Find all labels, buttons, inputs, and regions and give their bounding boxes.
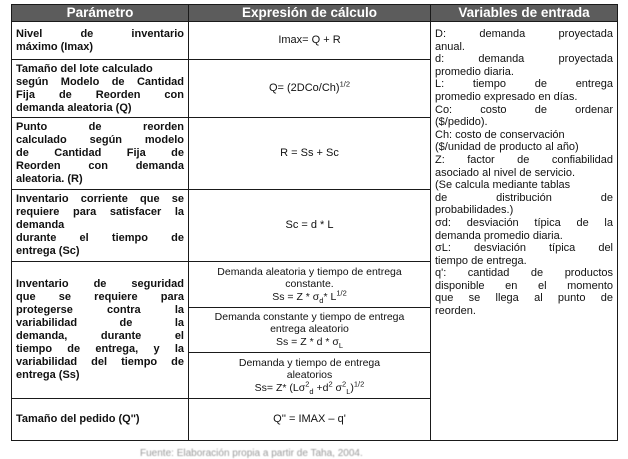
header-expresion: Expresión de cálculo [189, 5, 431, 22]
param-qpp [12, 399, 189, 441]
ss-case-desc: aleatorios [286, 369, 333, 381]
var-line: σd: desviación típica de la [435, 216, 613, 229]
ss-case-formula: $Ss = Z * d * \sigma_L$ [276, 335, 343, 350]
ss-case-3 [189, 352, 430, 398]
param-sc [12, 190, 189, 262]
var-line: disponible en el momento [435, 279, 613, 292]
var-line: de distribución de [435, 191, 613, 204]
param-line: aleatoria. (R) [16, 173, 83, 185]
param-ss [12, 262, 189, 399]
var-line: Co: costo de ordenar [435, 103, 613, 116]
param-line: variabilidad del tiempo de [16, 356, 184, 368]
ss-case-desc: entrega aleatorio [270, 323, 349, 336]
expr-ss-cell [189, 262, 431, 399]
ss-cases-table [189, 262, 430, 398]
param-line: Tamaño del lote calculado [16, 62, 153, 75]
var-line: promedio expresado en días. [435, 90, 578, 103]
param-line: máximo (Imax) [16, 40, 94, 53]
param-line: calculado según modelo [16, 134, 184, 146]
table-row [12, 22, 618, 60]
ss-case-1 [189, 262, 430, 307]
param-line: requiere para satisfacer la [16, 206, 184, 218]
variables-cell [431, 22, 618, 441]
param-imax [12, 22, 189, 60]
var-line: anual. [435, 40, 465, 53]
param-line: Tamaño del pedido (Q'') [16, 413, 140, 425]
var-line: ($/pedido). [435, 116, 488, 129]
var-line: probabilidades.) [435, 204, 514, 217]
param-line: Inventario corriente que se [16, 193, 184, 205]
param-q [12, 60, 189, 118]
param-line: demanda, durante el [16, 330, 184, 342]
ss-case-desc: Demanda aleatoria y tiempo de entrega [217, 265, 402, 278]
ss-case-formula: Ss= Z* ($L\sigma^2_d +d^2$ $\sigma^2_L)^{1/2}$ [254, 379, 365, 396]
var-line: asociado al nivel de servicio. [435, 166, 576, 179]
header-row [12, 5, 618, 22]
param-line: demanda [16, 219, 65, 231]
parameters-table [11, 4, 618, 441]
var-line: reorden. [435, 305, 476, 318]
expr-sc: Sc = d * L [189, 190, 431, 262]
header-parametro: Parámetro [12, 5, 189, 22]
expr-r: R = Ss + Sc [189, 118, 431, 190]
source-footer: Fuente: Elaboración propia a partir de Taha, 2004. [140, 448, 363, 459]
var-line: L: tiempo de entrega [435, 78, 613, 91]
var-line: que se llega al punto de [435, 292, 613, 305]
param-line: tiempo de entrega, y la [16, 343, 184, 355]
var-line: D: demanda proyectada [435, 28, 613, 40]
param-line: que se requiere para [16, 291, 184, 303]
param-line: Inventario de seguridad [16, 278, 184, 290]
expr-q [189, 60, 431, 118]
param-line: Nivel de inventario [16, 27, 184, 40]
var-line: ($/unidad de producto al año) [435, 141, 579, 154]
param-line: según Modelo de Cantidad [16, 75, 184, 88]
var-line: Ch: costo de conservación [435, 128, 565, 141]
param-r [12, 118, 189, 190]
param-line: Punto de reorden [16, 121, 184, 133]
param-line: durante el tiempo de [16, 232, 184, 244]
param-line: Fija de Reorden con [16, 88, 184, 101]
param-line: protegerse contra la [16, 304, 184, 316]
var-line: d: demanda proyectada [435, 53, 613, 66]
expr-qpp: Q'' = IMAX – q' [189, 399, 431, 441]
expr-imax: Imax= Q + R [189, 22, 431, 60]
ss-case-formula: $Ss = Z * \sigma_d*$ $L^{1/2}$ [272, 288, 347, 305]
header-variables: Variables de entrada [431, 5, 618, 22]
var-line: promedio diaria. [435, 65, 514, 78]
param-line: Reorden con demanda [16, 160, 184, 172]
var-line: q': cantidad de productos [435, 267, 613, 280]
var-line: demanda promedio diaria. [435, 229, 563, 242]
var-line: σL: desviación típica del [435, 242, 613, 255]
ss-case-desc: constante. [285, 278, 334, 290]
ss-case-desc: Demanda y tiempo de entrega [238, 356, 381, 369]
param-line: demanda aleatoria (Q) [16, 101, 132, 114]
ss-case-desc: Demanda constante y tiempo de entrega [214, 310, 405, 323]
expr-q-exponent: 1/2 [339, 79, 351, 89]
var-line: (Se calcula mediante tablas [435, 179, 571, 192]
var-line: tiempo de entrega. [435, 254, 527, 267]
expr-q-base: Q= (2DCo/Ch) [268, 82, 340, 94]
param-line: entrega (Sc) [16, 245, 80, 257]
ss-case-2 [189, 307, 430, 352]
var-line: Z: factor de confiabilidad [435, 153, 613, 166]
param-line: de Cantidad Fija de [16, 147, 184, 159]
param-line: entrega (Ss) [16, 369, 80, 381]
param-line: variabilidad de la [16, 317, 184, 329]
